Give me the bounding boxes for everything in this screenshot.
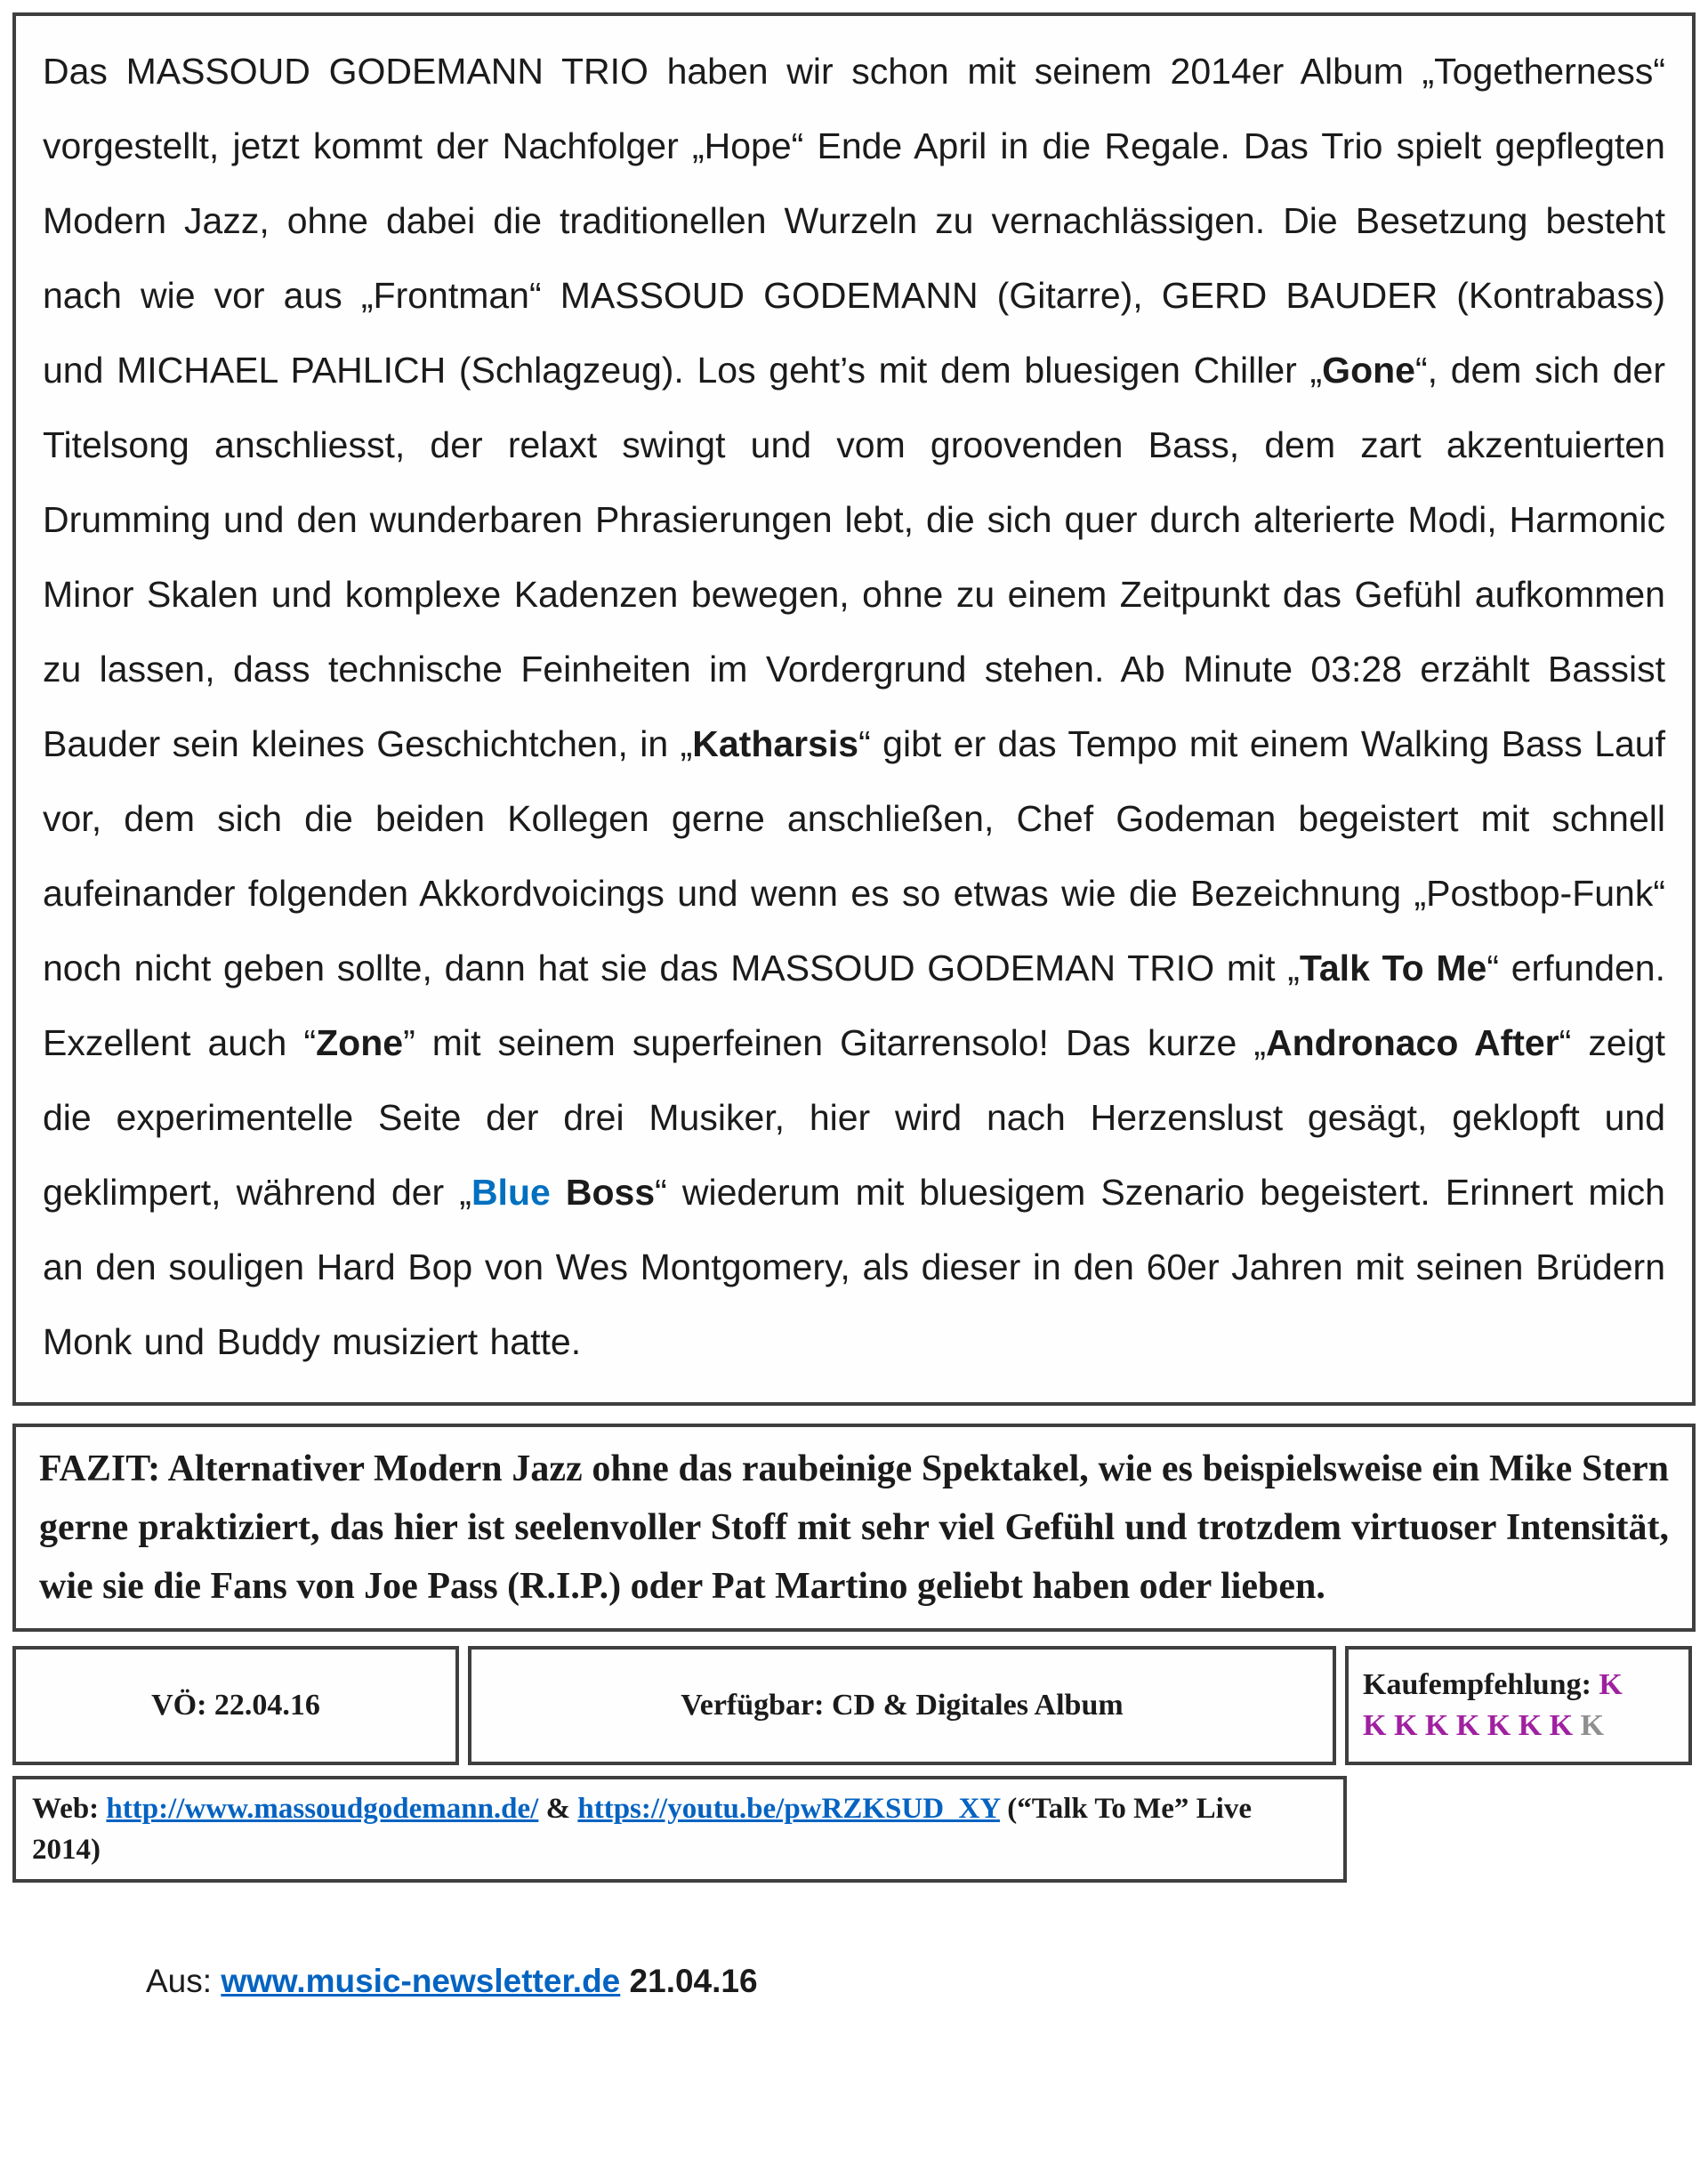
text-segment: Katharsis: [692, 723, 859, 764]
text-segment: (“Talk To Me” Live 2014): [32, 1793, 1252, 1866]
rating-line-1: [1363, 1665, 1623, 1706]
text-segment: Blue: [471, 1172, 551, 1213]
text-segment: “ erfunden. Exzellent auch “: [43, 948, 1666, 1063]
availability-box: [468, 1646, 1336, 1765]
text-segment: Aus:: [146, 1963, 222, 1999]
text-segment: K: [1573, 1709, 1605, 1742]
text-segment: “ zeigt die experimentelle Seite der drei Musiker, hier wird nach Herzenslust gesägt, geklopft und geklimpert, während der „: [43, 1022, 1665, 1213]
text-segment: Web:: [32, 1793, 107, 1825]
release-date-box: [12, 1646, 459, 1765]
text-segment: Gone: [1322, 350, 1415, 391]
availability: Verfügbar: CD & Digitales Album: [681, 1689, 1124, 1722]
fazit-box: [12, 1424, 1696, 1632]
rating-box: [1345, 1646, 1692, 1765]
youtube-link[interactable]: https://youtu.be/pwRZKSUD_XY: [577, 1793, 1000, 1825]
footer: [12, 1961, 1696, 2002]
release-date: VÖ: 22.04.16: [151, 1689, 320, 1722]
text-segment: K: [1599, 1668, 1623, 1701]
text-segment: “ gibt er das Tempo mit einem Walking Bass Lauf vor, dem sich die beiden Kollegen gerne anschließen, Chef Godeman begeistert mit schnell aufeinander folgenden Akkordvoicings und wenn es so etwas wie die Bezeichnung „Postbop-Funk“ noch nicht geben sollte, dann hat sie das MASSOUD GODEMAN TRIO mit „: [43, 723, 1665, 988]
music-newsletter-link[interactable]: www.music-newsletter.de: [221, 1963, 621, 1999]
text-segment: “, dem sich der Titelsong anschliesst, der relaxt swingt und vom groovenden Bass, dem zart akzentuierten Drumming und den wunderbaren Phrasierungen lebt, die sich quer durch alterierte Modi, Harmonic Minor Skalen und komplexe Kadenzen bewegen, ohne zu einem Zeitpunkt das Gefühl aufkommen zu lassen, dass technische Feinheiten im Vordergrund stehen. Ab Minute 03:28 erzählt Bassist Bauder sein kleines Geschichtchen, in „: [43, 350, 1665, 764]
text-segment: Andronaco After: [1266, 1022, 1559, 1063]
text-segment: Zone: [316, 1022, 404, 1063]
text-segment: “ wiederum mit bluesigem Szenario begeistert. Erinnert mich an den souligen Hard Bop von Wes Montgomery, als dieser in den 60er Jahren mit seinen Brüdern Monk und Buddy musiziert hatte.: [43, 1172, 1665, 1362]
text-segment: Kaufempfehlung:: [1363, 1668, 1599, 1701]
text-segment: [551, 1172, 566, 1213]
review-body-box: [12, 12, 1696, 1406]
text-segment: K K K K K K K: [1363, 1709, 1574, 1742]
review-text: [43, 34, 1665, 1379]
rating-line-2: [1363, 1706, 1604, 1747]
text-segment: Das MASSOUD GODEMANN TRIO haben wir schon mit seinem 2014er Album „Togetherness“ vorgestellt, jetzt kommt der Nachfolger „Hope“ Ende April in die Regale. Das Trio spielt gepflegten Modern Jazz, ohne dabei die traditionellen Wurzeln zu vernachlässigen. Die Besetzung besteht nach wie vor aus „Frontman“ MASSOUD GODEMANN (Gitarre), GERD BAUDER (Kontrabass) und MICHAEL PAHLICH (Schlagzeug). Los geht’s mit dem bluesigen Chiller „: [43, 51, 1665, 391]
text-segment: 21.04.16: [620, 1963, 758, 1999]
text-segment: &: [538, 1793, 578, 1825]
text-segment: Talk To Me: [1299, 948, 1487, 988]
web-links-box: [12, 1776, 1347, 1883]
text-segment: ” mit seinem superfeinen Gitarrensolo! Das kurze „: [403, 1022, 1266, 1063]
fazit-text: FAZIT: Alternativer Modern Jazz ohne das raubeinige Spektakel, wie es beispielsweise ein Mike Stern gerne praktiziert, das hier ist seelenvoller Stoff mit sehr viel Gefühl und trotzdem virtuoser Intensität, wie sie die Fans von Joe Pass (R.I.P.) oder Pat Martino geliebt haben oder lieben.: [39, 1448, 1669, 1607]
text-segment: Boss: [565, 1172, 656, 1213]
massoudgodemann-link[interactable]: http://www.massoudgodemann.de/: [106, 1793, 539, 1825]
web-links: [32, 1788, 1327, 1870]
info-row: [12, 1646, 1696, 1765]
footer-source: [146, 1961, 1696, 2002]
